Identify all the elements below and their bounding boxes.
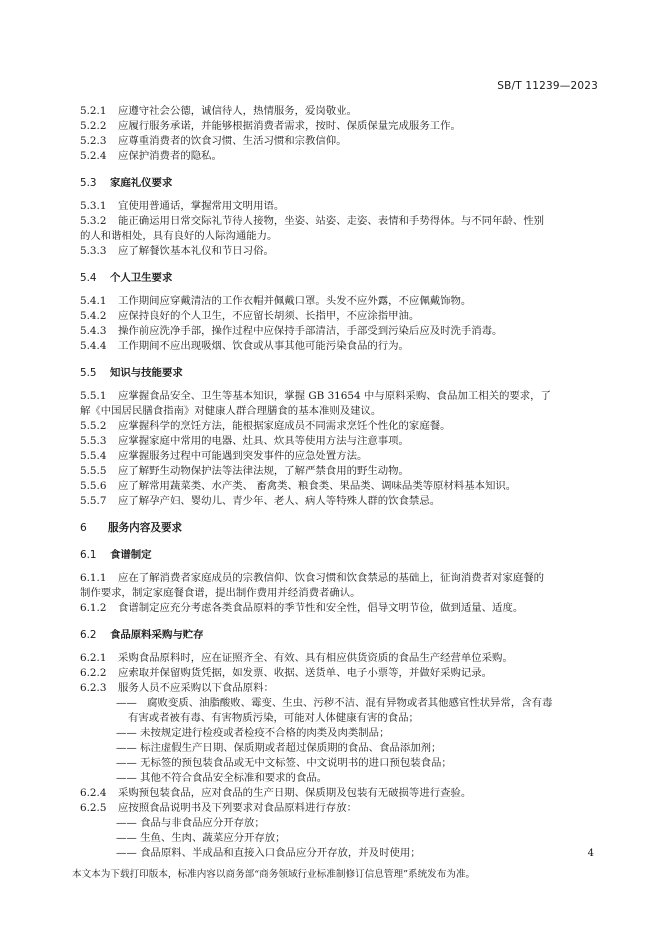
heading-number: 6 — [80, 522, 87, 534]
clause-number: 5.5.1 — [80, 390, 107, 402]
clause-number: 6.2.3 — [80, 682, 107, 694]
page-number: 4 — [587, 848, 594, 859]
clause-5-3-2-continued: 的人和谐相处，具有良好的人际沟通能力。 — [80, 230, 278, 242]
heading-title: 食品原料采购与贮存 — [110, 629, 204, 641]
list-item: —— 其他不符合食品安全标准和要求的食品。 — [116, 772, 328, 784]
heading-number: 6.2 — [80, 629, 97, 641]
clause-5-2-4 — [80, 149, 600, 164]
heading-6-1 — [80, 548, 600, 563]
clause-text: 应尊重消费者的饮食习惯、生活习惯和宗教信仰。 — [118, 135, 347, 147]
clause-text: 应了解常用蔬菜类、水产类、 畜禽类、粮食类、果品类、调味品类等原材料基本知识。 — [118, 480, 517, 492]
heading-number: 5.5 — [80, 367, 97, 379]
clause-5-2-1 — [80, 104, 600, 119]
heading-5-3 — [80, 176, 600, 191]
clause-text: 宜使用普通话，掌握常用文明用语。 — [118, 200, 285, 212]
clause-5-4-1 — [80, 294, 600, 309]
clause-text: 应了解餐饮基本礼仪和节日习俗。 — [118, 245, 274, 257]
clause-5-4-4 — [80, 339, 600, 354]
heading-title: 家庭礼仪要求 — [110, 177, 173, 189]
clause-5-2-2 — [80, 119, 600, 134]
clause-5-5-3 — [80, 434, 600, 449]
clause-text: 采购食品原料时，应在证照齐全、有效、具有相应供货资质的食品生产经营单位采购。 — [118, 652, 513, 664]
clause-5-4-3 — [80, 324, 600, 339]
clause-number: 5.3.2 — [80, 215, 107, 227]
clause-number: 5.2.3 — [80, 135, 107, 147]
clause-number: 5.3.3 — [80, 245, 107, 257]
clause-6-2-4 — [80, 786, 600, 801]
clause-5-5-4 — [80, 449, 600, 464]
clause-number: 5.2.1 — [80, 105, 107, 117]
clause-5-5-1 — [80, 389, 600, 404]
heading-title: 个人卫生要求 — [110, 272, 173, 284]
heading-5-5 — [80, 366, 600, 381]
clause-text: 应保护消费者的隐私。 — [118, 150, 222, 162]
clause-number: 5.5.7 — [80, 495, 107, 507]
heading-title: 服务内容及要求 — [108, 522, 183, 534]
list-item: —— 食品与非食品应分开存放； — [116, 817, 265, 829]
clause-text: 应掌握家庭中常用的电器、灶具、炊具等使用方法与注意事项。 — [118, 435, 409, 447]
clause-text: 食谱制定应充分考虑各类食品原料的季节性和安全性，倡导文明节俭，做到适量、适度。 — [118, 602, 524, 614]
clause-6-2-5 — [80, 801, 600, 816]
clause-number: 5.2.2 — [80, 120, 107, 132]
clause-number: 5.4.3 — [80, 325, 107, 337]
clause-number: 5.2.4 — [80, 150, 107, 162]
heading-title: 食谱制定 — [110, 549, 152, 561]
clause-number: 5.4.2 — [80, 310, 107, 322]
clause-6-2-3 — [80, 681, 600, 696]
clause-number: 5.5.5 — [80, 465, 107, 477]
clause-text: 操作前应洗净手部，操作过程中应保持手部清洁，手部受到污染后应及时洗手消毒。 — [118, 325, 503, 337]
clause-5-5-1-continued: 解《中国居民膳食指南》对健康人群合理膳食的基本准则及建议。 — [80, 405, 382, 417]
heading-6-2 — [80, 628, 600, 643]
clause-5-3-3 — [80, 244, 600, 259]
clause-5-4-2 — [80, 309, 600, 324]
clause-text: 应按照食品说明书及下列要求对食品原料进行存放： — [118, 802, 357, 814]
clause-text: 应了解野生动物保护法等法律法规，了解严禁食用的野生动物。 — [118, 465, 409, 477]
clause-number: 6.2.2 — [80, 667, 107, 679]
clause-6-2-1 — [80, 651, 600, 666]
clause-number: 6.2.4 — [80, 787, 107, 799]
clause-text: 应掌握食品安全、卫生等基本知识，掌握 GB 31654 中与原料采购、食品加工相关的要求，了 — [118, 390, 551, 402]
clause-number: 5.5.4 — [80, 450, 107, 462]
clause-number: 6.2.5 — [80, 802, 107, 814]
clause-number: 5.4.1 — [80, 295, 107, 307]
heading-6 — [80, 521, 600, 536]
clause-text: 应履行服务承诺，并能够根据消费者需求，按时、保质保量完成服务工作。 — [118, 120, 461, 132]
clause-text: 应掌握服务过程中可能遇到突发事件的应急处置方法。 — [118, 450, 368, 462]
clause-number: 5.4.4 — [80, 340, 107, 352]
list-item: —— 未按规定进行检疫或者检疫不合格的肉类及肉类制品； — [116, 727, 390, 739]
clause-5-3-2 — [80, 214, 600, 229]
list-item: —— 无标签的预包装食品或无中文标签、中文说明书的进口预包装食品； — [116, 757, 452, 769]
clause-number: 6.2.1 — [80, 652, 107, 664]
list-item-continued: 有害或者被有毒、有害物质污染，可能对人体健康有害的食品； — [128, 712, 419, 724]
clause-text: 服务人员不应采购以下食品原料： — [118, 682, 274, 694]
clause-6-1-2 — [80, 601, 600, 616]
clause-text: 工作期间应穿戴清洁的工作衣帽并佩戴口罩。头发不应外露，不应佩戴饰物。 — [118, 295, 472, 307]
clause-5-2-3 — [80, 134, 600, 149]
clause-text: 工作期间不应出现吸烟、饮食或从事其他可能污染食品的行为。 — [118, 340, 409, 352]
clause-number: 6.1.1 — [80, 572, 107, 584]
clause-5-5-2 — [80, 419, 600, 434]
clause-text: 应索取并保留购货凭据，如发票、收据、送货单、电子小票等，并做好采购记录。 — [118, 667, 493, 679]
clause-number: 5.5.6 — [80, 480, 107, 492]
heading-number: 5.4 — [80, 272, 97, 284]
heading-number: 5.3 — [80, 177, 97, 189]
heading-title: 知识与技能要求 — [110, 367, 183, 379]
document-body — [80, 104, 600, 861]
clause-5-3-1 — [80, 199, 600, 214]
clause-5-5-6 — [80, 479, 600, 494]
clause-number: 5.3.1 — [80, 200, 107, 212]
clause-5-5-5 — [80, 464, 600, 479]
footer-note: 本文本为下载打印版本，标准内容以商务部“商务领域行业标准制修订信息管理”系统发布为准。 — [72, 869, 476, 880]
list-item: —— 食品原料、半成品和直接入口食品应分开存放，并及时使用； — [116, 847, 421, 859]
clause-6-1-1-continued: 制作要求，制定家庭餐食谱，提出制作费用并经消费者确认。 — [80, 587, 361, 599]
clause-6-2-2 — [80, 666, 600, 681]
clause-number: 5.5.2 — [80, 420, 107, 432]
clause-text: 应遵守社会公德，诚信待人，热情服务，爱岗敬业。 — [118, 105, 357, 117]
list-item: —— 腐败变质、油脂酸败、霉变、生虫、污秽不洁、混有异物或者其他感官性状异常，含有毒 — [116, 697, 553, 709]
heading-5-4 — [80, 271, 600, 286]
clause-number: 5.5.3 — [80, 435, 107, 447]
list-item: —— 生鱼、生肉、蔬菜应分开存放； — [116, 832, 286, 844]
clause-5-5-7 — [80, 494, 600, 509]
clause-6-1-1 — [80, 571, 600, 586]
clause-text: 能正确运用日常交际礼节待人接物，坐姿、站姿、走姿、表情和手势得体。与不同年龄、性别 — [118, 215, 545, 227]
clause-text: 采购预包装食品，应对食品的生产日期、保质期及包装有无破损等进行查验。 — [118, 787, 472, 799]
heading-number: 6.1 — [80, 549, 97, 561]
clause-text: 应在了解消费者家庭成员的宗教信仰、饮食习惯和饮食禁忌的基础上，征询消费者对家庭餐的 — [118, 572, 545, 584]
clause-text: 应了解孕产妇、婴幼儿、青少年、老人、病人等特殊人群的饮食禁忌。 — [118, 495, 441, 507]
clause-text: 应保持良好的个人卫生，不应留长胡须、长指甲，不应涂指甲油。 — [118, 310, 420, 322]
list-item: —— 标注虚假生产日期、保质期或者超过保质期的食品、食品添加剂； — [116, 742, 442, 754]
clause-text: 应掌握科学的烹饪方法，能根据家庭成员不同需求烹饪个性化的家庭餐。 — [118, 420, 451, 432]
standard-code: SB/T 11239—2023 — [497, 80, 598, 92]
clause-number: 6.1.2 — [80, 602, 107, 614]
